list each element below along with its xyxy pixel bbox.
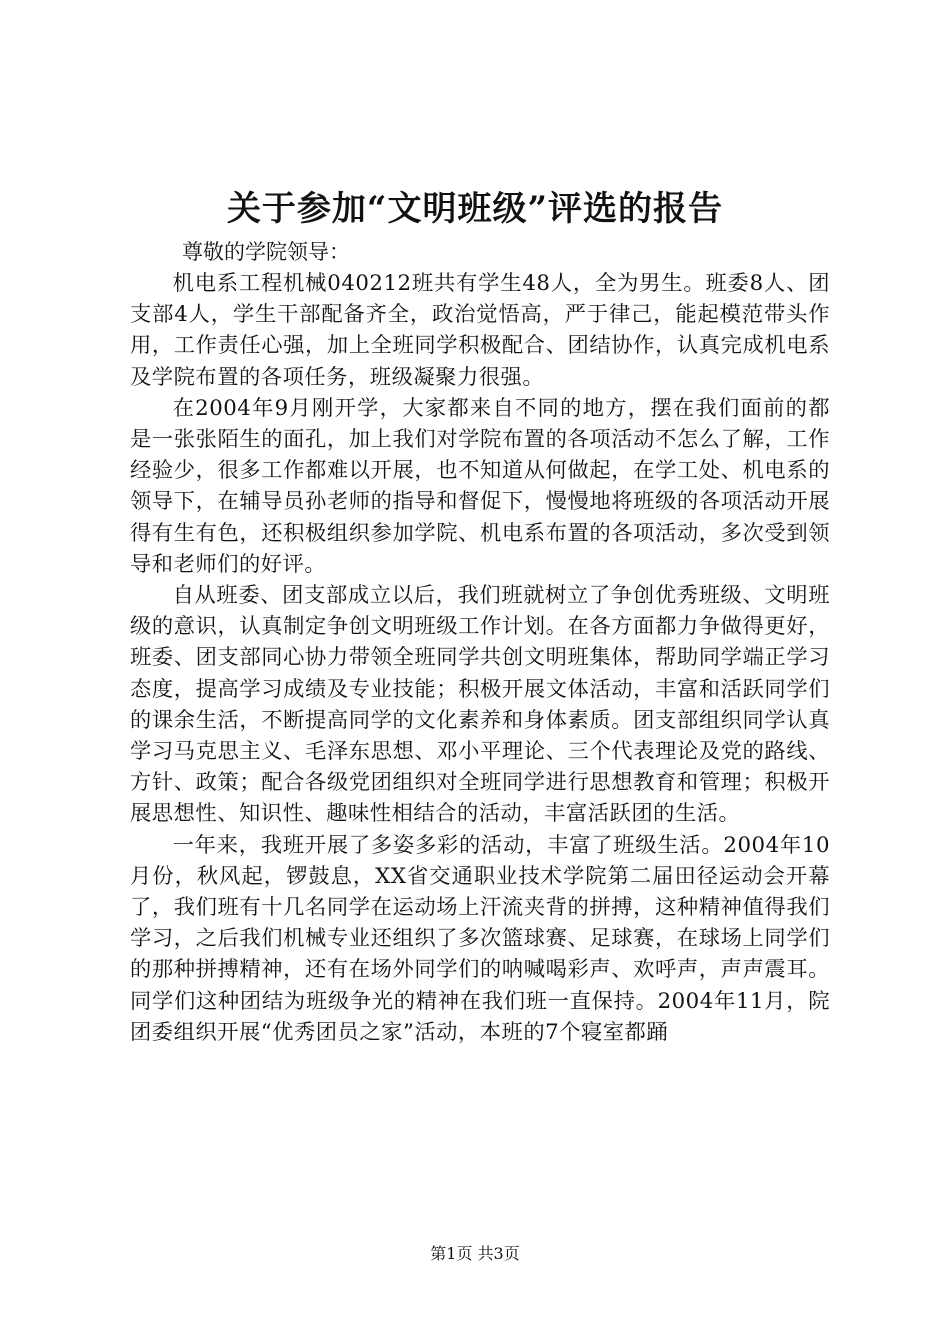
paragraph-semester-start: 在2004年9月刚开学，大家都来自不同的地方，摆在我们面前的都是一张张陌生的面孔，加上我们对学院布置的各项活动不怎么了解，工作经验少，很多工作都难以开展，也不知道从何做起，在学工处、机电系的领导下，在辅导员孙老师的指导和督促下，慢慢地将班级的各项活动开展得有生有色，还积极组织参加学院、机电系布置的各项活动，多次受到领导和老师们的好评。 bbox=[130, 395, 830, 577]
paragraph-class-committee: 自从班委、团支部成立以后，我们班就树立了争创优秀班级、文明班级的意识，认真制定争创文明班级工作计划。在各方面都力争做得更好，班委、团支部同心协力带领全班同学共创文明班集体，帮助同学端正学习态度，提高学习成绩及专业技能；积极开展文体活动，丰富和活跃同学们的课余生活，不断提高同学的文化素养和身体素质。团支部组织同学认真学习马克思主义、毛泽东思想、邓小平理论、三个代表理论及党的路线、方针、政策；配合各级党团组织对全班同学进行思想教育和管理；积极开展思想性、知识性、趣味性相结合的活动，丰富活跃团的生活。 bbox=[130, 583, 830, 827]
paragraph-class-overview: 机电系工程机械040212班共有学生48人，全为男生。班委8人、团支部4人，学生干部配备齐全，政治觉悟高，严于律己，能起模范带头作用，工作责任心强，加上全班同学积极配合、团结协作，认真完成机电系及学院布置的各项任务，班级凝聚力很强。 bbox=[130, 271, 830, 390]
document-body bbox=[130, 268, 830, 1048]
salutation: 尊敬的学院领导： bbox=[182, 240, 350, 264]
page-number-footer: 第1页 共3页 bbox=[430, 1244, 520, 1263]
paragraph-activities: 一年来，我班开展了多姿多彩的活动，丰富了班级生活。2004年10月份，秋风起，锣鼓息，XX省交通职业技术学院第二届田径运动会开幕了，我们班有十几名同学在运动场上汗流夹背的拼搏，这种精神值得我们学习，之后我们机械专业还组织了多次篮球赛、足球赛，在球场上同学们的那种拼搏精神，还有在场外同学们的呐喊喝彩声、欢呼声，声声震耳。同学们这种团结为班级争光的精神在我们班一直保持。2004年11月，院团委组织开展“优秀团员之家”活动，本班的7个寝室都踊 bbox=[130, 832, 830, 1045]
document-title: 关于参加“文明班级”评选的报告 bbox=[226, 189, 724, 229]
